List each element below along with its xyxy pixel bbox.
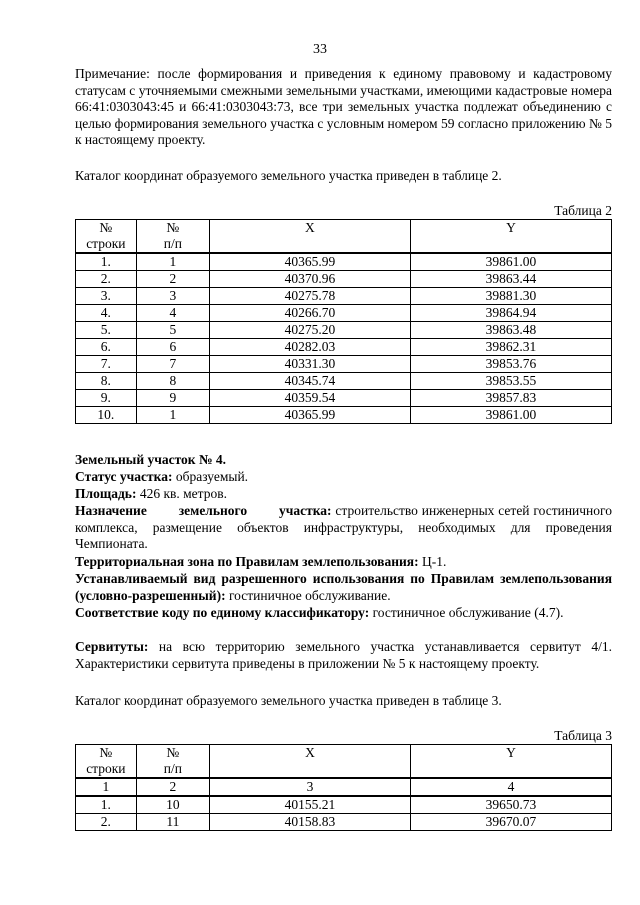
table2-cell: 40331.30 bbox=[209, 356, 410, 373]
code-label: Соответствие коду по единому классификатору: bbox=[75, 605, 370, 620]
area-value: 426 кв. метров. bbox=[136, 486, 227, 501]
table2-cell: 40266.70 bbox=[209, 305, 410, 322]
table2-cell: 40365.99 bbox=[209, 407, 410, 424]
table2-cell: 39864.94 bbox=[410, 305, 611, 322]
catalog-line-table3: Каталог координат образуемого земельного участка приведен в таблице 3. bbox=[75, 693, 502, 708]
table3-header-row bbox=[76, 745, 612, 779]
table2-cell: 40370.96 bbox=[209, 271, 410, 288]
table2-cell: 1. bbox=[76, 253, 137, 271]
table2-header-y: Y bbox=[410, 220, 611, 254]
parcel-use bbox=[75, 571, 612, 604]
table2-row bbox=[76, 407, 612, 424]
table3-header-x: X bbox=[209, 745, 410, 779]
table3-col-num-3: 3 bbox=[209, 778, 410, 796]
table3-col-num-2: 2 bbox=[136, 778, 209, 796]
table2-header-x: X bbox=[209, 220, 410, 254]
table2-row bbox=[76, 356, 612, 373]
table2-cell: 39861.00 bbox=[410, 253, 611, 271]
table2-row bbox=[76, 390, 612, 407]
table3-header-pp-no: № п/п bbox=[136, 745, 209, 779]
table2-cell: 10. bbox=[76, 407, 137, 424]
parcel-status bbox=[75, 469, 612, 486]
table2-cell: 9 bbox=[136, 390, 209, 407]
purpose-value: строительство инженерных сетей гостиничного комплекса, размещение объектов инфраструктуры, необходимых для проведения Чемпионата. bbox=[75, 503, 612, 551]
page-number: 33 bbox=[313, 42, 327, 57]
table2-row bbox=[76, 305, 612, 322]
purpose-label: Назначение земельного участка: bbox=[75, 503, 332, 518]
table2-row bbox=[76, 271, 612, 288]
table2-cell: 6. bbox=[76, 339, 137, 356]
table2-header-row bbox=[76, 220, 612, 254]
table2-cell: 3. bbox=[76, 288, 137, 305]
table2-cell: 39857.83 bbox=[410, 390, 611, 407]
status-value: образуемый. bbox=[172, 469, 249, 484]
table2-cell: 9. bbox=[76, 390, 137, 407]
table2 bbox=[75, 219, 612, 424]
servitude-value: на всю территорию земельного участка устанавливается сервитут 4/1. Характеристики сервитута приведены в приложении № 5 к настоящему проекту. bbox=[75, 639, 612, 671]
table2-cell: 40275.78 bbox=[209, 288, 410, 305]
table2-cell: 2. bbox=[76, 271, 137, 288]
table2-header-pp-no: № п/п bbox=[136, 220, 209, 254]
table2-cell: 5. bbox=[76, 322, 137, 339]
table2-cell: 39863.48 bbox=[410, 322, 611, 339]
table3-cell: 39650.73 bbox=[410, 796, 611, 814]
code-value: гостиничное обслуживание (4.7). bbox=[369, 605, 564, 620]
table2-cell: 39862.31 bbox=[410, 339, 611, 356]
table3-cell: 2. bbox=[76, 814, 137, 831]
parcel-title bbox=[75, 452, 612, 469]
table3-body bbox=[76, 796, 612, 831]
parcel-title-text: Земельный участок № 4. bbox=[75, 452, 227, 467]
table2-cell: 8. bbox=[76, 373, 137, 390]
table3-header-y: Y bbox=[410, 745, 611, 779]
table2-cell: 39853.55 bbox=[410, 373, 611, 390]
table3-row bbox=[76, 796, 612, 814]
zone-label: Территориальная зона по Правилам землепользования: bbox=[75, 554, 419, 569]
table2-cell: 39853.76 bbox=[410, 356, 611, 373]
table2-cell: 39861.00 bbox=[410, 407, 611, 424]
table3-caption: Таблица 3 bbox=[554, 728, 612, 743]
table3-row bbox=[76, 814, 612, 831]
table2-row bbox=[76, 373, 612, 390]
parcel-area bbox=[75, 486, 612, 503]
table3-col-num-4: 4 bbox=[410, 778, 611, 796]
table3 bbox=[75, 744, 612, 831]
parcel-purpose bbox=[75, 503, 612, 553]
table2-cell: 5 bbox=[136, 322, 209, 339]
table2-cell: 40359.54 bbox=[209, 390, 410, 407]
table2-cell: 6 bbox=[136, 339, 209, 356]
table2-cell: 4 bbox=[136, 305, 209, 322]
table3-header-row-no: № строки bbox=[76, 745, 137, 779]
area-label: Площадь: bbox=[75, 486, 137, 501]
table2-cell: 8 bbox=[136, 373, 209, 390]
table2-row bbox=[76, 322, 612, 339]
status-label: Статус участка: bbox=[75, 469, 173, 484]
parcel-code bbox=[75, 605, 612, 622]
note-paragraph: Примечание: после формирования и приведения к единому правовому и кадастровому статусам с уточняемыми смежными земельными участками, имеющими кадастровые номера 66:41:0303043:45 и 66:41:0303043:73, все три земельных участка подлежат объединению с целью формирования земельного участка с условным номером 59 согласно приложению № 5 к настоящему проекту. bbox=[75, 66, 612, 147]
table2-cell: 7. bbox=[76, 356, 137, 373]
table2-cell: 3 bbox=[136, 288, 209, 305]
table3-cell: 40155.21 bbox=[209, 796, 410, 814]
table3-cell: 39670.07 bbox=[410, 814, 611, 831]
zone-value: Ц-1. bbox=[418, 554, 447, 569]
table2-cell: 2 bbox=[136, 271, 209, 288]
table3-cell: 11 bbox=[136, 814, 209, 831]
table2-cell: 40282.03 bbox=[209, 339, 410, 356]
table3-col-num-1: 1 bbox=[76, 778, 137, 796]
table2-cell: 39863.44 bbox=[410, 271, 611, 288]
table2-row bbox=[76, 339, 612, 356]
table2-body bbox=[76, 253, 612, 424]
table3-cell: 10 bbox=[136, 796, 209, 814]
table2-row bbox=[76, 253, 612, 271]
use-label: Устанавливаемый вид разрешенного использования по Правилам землепользования (условно-разрешенный): bbox=[75, 571, 612, 603]
use-value: гостиничное обслуживание. bbox=[225, 587, 391, 603]
parcel-servitude bbox=[75, 639, 612, 672]
table2-cell: 1 bbox=[136, 253, 209, 271]
table2-cell: 40275.20 bbox=[209, 322, 410, 339]
parcel-zone bbox=[75, 554, 612, 571]
table2-header-row-no: № строки bbox=[76, 220, 137, 254]
table2-cell: 40345.74 bbox=[209, 373, 410, 390]
servitude-label: Сервитуты: bbox=[75, 639, 149, 654]
table2-cell: 39881.30 bbox=[410, 288, 611, 305]
table3-numbers-row bbox=[76, 778, 612, 796]
table3-cell: 1. bbox=[76, 796, 137, 814]
table2-caption: Таблица 2 bbox=[554, 203, 612, 218]
table2-cell: 1 bbox=[136, 407, 209, 424]
table3-cell: 40158.83 bbox=[209, 814, 410, 831]
table2-cell: 4. bbox=[76, 305, 137, 322]
table2-cell: 7 bbox=[136, 356, 209, 373]
catalog-line-table2: Каталог координат образуемого земельного участка приведен в таблице 2. bbox=[75, 168, 502, 183]
table2-cell: 40365.99 bbox=[209, 253, 410, 271]
table2-row bbox=[76, 288, 612, 305]
